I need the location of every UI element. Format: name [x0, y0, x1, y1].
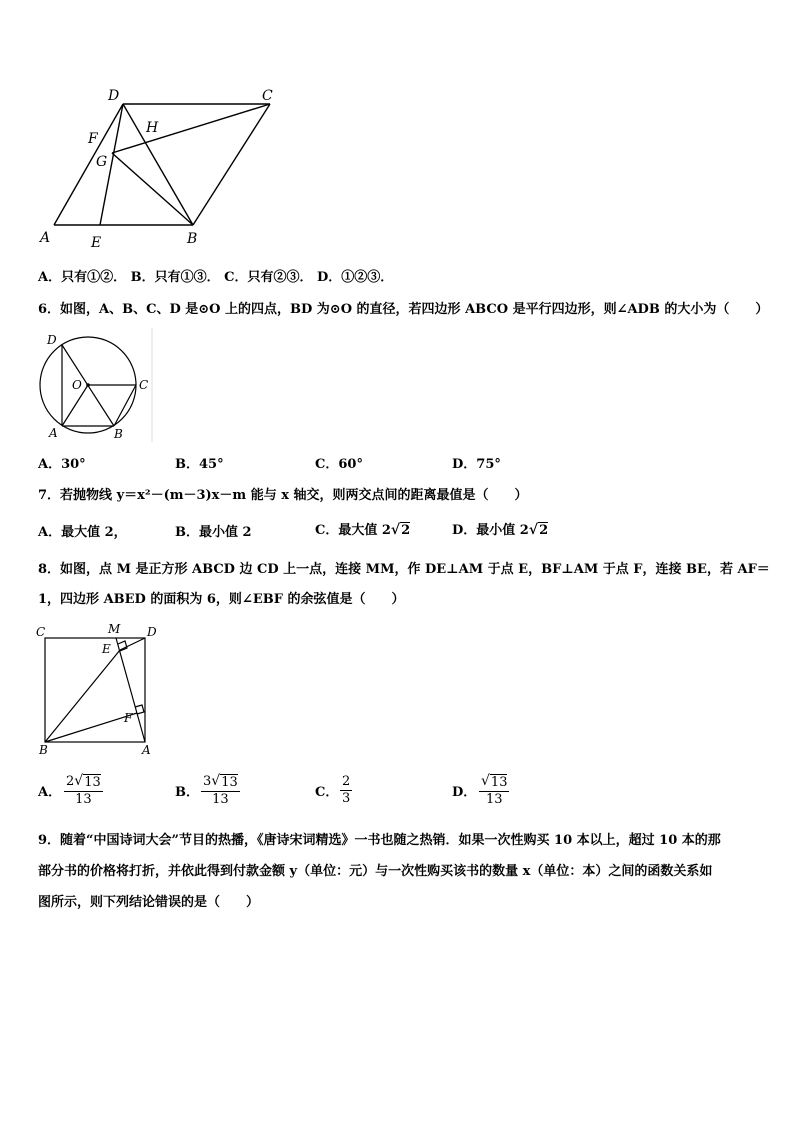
label-h: H [146, 120, 159, 136]
segment-gb [112, 153, 193, 225]
q8-option-c-label: C． [315, 785, 339, 800]
denominator: 13 [212, 792, 229, 807]
q8-option-d-label: D． [452, 785, 477, 800]
label-b: B [39, 743, 48, 757]
center-point [86, 383, 90, 387]
parallelogram-figure [30, 80, 290, 255]
radical-sign: √ [211, 773, 221, 789]
segment-de [120, 638, 145, 650]
segment-gc [112, 104, 270, 153]
segment-ad [54, 104, 123, 225]
denominator: 3 [342, 791, 351, 806]
numerator: 2 [342, 774, 351, 789]
segment-cb [114, 385, 136, 426]
q7-stem: 7．若抛物线 y＝x²－(m－3)x－m 能与 x 轴交，则两交点间的距离最值是（ ） [38, 488, 528, 503]
q6-option-c: C．60° [315, 457, 363, 472]
segment-am [116, 638, 145, 742]
radical-sign: √ [74, 773, 84, 789]
q6-option-a: A．30° [38, 457, 86, 472]
denominator: 13 [75, 792, 92, 807]
q6-option-b: B．45° [175, 457, 224, 472]
label-a: A [40, 230, 51, 246]
q7-option-c-prefix: C．最大值 2 [315, 523, 391, 538]
label-e: E [102, 642, 111, 656]
q8-stem-line2: 1，四边形 ABED 的面积为 6，则∠EBF 的余弦值是（ ） [38, 592, 405, 607]
radicand: 13 [221, 775, 238, 790]
coef: 2 [66, 774, 75, 789]
q7-option-c-radicand: 2 [401, 523, 411, 538]
q7-option-a: A．最大值 2， [38, 525, 127, 540]
radical-sign: √ [481, 773, 490, 789]
label-g: G [96, 154, 108, 170]
label-a: A [49, 426, 58, 440]
q8-option-a-label: A． [38, 785, 62, 800]
q7-option-c [315, 522, 410, 540]
segment-be [45, 650, 120, 742]
q8-option-c-fraction [340, 774, 352, 807]
label-f: F [124, 711, 133, 725]
label-d: D [147, 625, 157, 639]
q9-line2: 部分书的价格将打折，并依此得到付款金额 y（单位：元）与一次性购买该书的数量 x（单位：本）之间的函数关系如 [38, 864, 713, 879]
circle-figure [36, 328, 154, 442]
q7-option-d [452, 522, 548, 540]
label-f: F [88, 131, 98, 147]
label-m: M [108, 622, 121, 636]
radical-sign: √ [390, 522, 401, 538]
q9-line1: 9．随着“中国诗词大会”节目的热播，《唐诗宋词精选》一书也随之热销．如果一次性购买 10 本以上，超过 10 本的那 [38, 833, 721, 848]
q9-line3: 图所示，则下列结论错误的是（ ） [38, 895, 260, 910]
q7-option-d-radicand: 2 [539, 523, 549, 538]
label-e: E [91, 235, 102, 251]
q5-options: A．只有①②． B．只有①③． C．只有②③． D．①②③． [38, 270, 394, 285]
denominator: 13 [485, 792, 503, 807]
q8-option-a-fraction [64, 774, 103, 808]
label-b: B [187, 231, 198, 247]
segment-cb [193, 104, 270, 225]
label-a: A [142, 743, 151, 757]
q8-option-b-label: B． [175, 785, 199, 800]
q7-option-b: B．最小值 2 [175, 525, 252, 540]
q7-option-d-prefix: D．最小值 2 [452, 523, 529, 538]
label-d: D [108, 88, 120, 104]
q8-option-d-fraction [479, 774, 509, 808]
square-figure [34, 620, 164, 760]
label-d: D [47, 333, 57, 347]
radicand: 13 [84, 775, 101, 790]
label-b: B [114, 427, 123, 441]
label-c: C [262, 88, 273, 104]
q8-stem-line1: 8．如图，点 M 是正方形 ABCD 边 CD 上一点，连接 MM，作 DE⊥AM 于点 E，BF⊥AM 于点 F，连接 BE，若 AF＝ [38, 562, 770, 577]
coef: 3 [203, 774, 212, 789]
radical-sign: √ [528, 522, 539, 538]
radicand: 13 [490, 775, 508, 790]
label-o: O [72, 378, 82, 392]
label-c: C [139, 378, 149, 392]
q8-option-b-fraction [201, 774, 240, 808]
q6-option-d: D．75° [452, 457, 501, 472]
label-c: C [36, 625, 46, 639]
q6-stem: 6．如图，A、B、C、D 是⊙O 上的四点，BD 为⊙O 的直径，若四边形 ABCO 是平行四边形，则∠ADB 的大小为（ ） [38, 302, 769, 317]
